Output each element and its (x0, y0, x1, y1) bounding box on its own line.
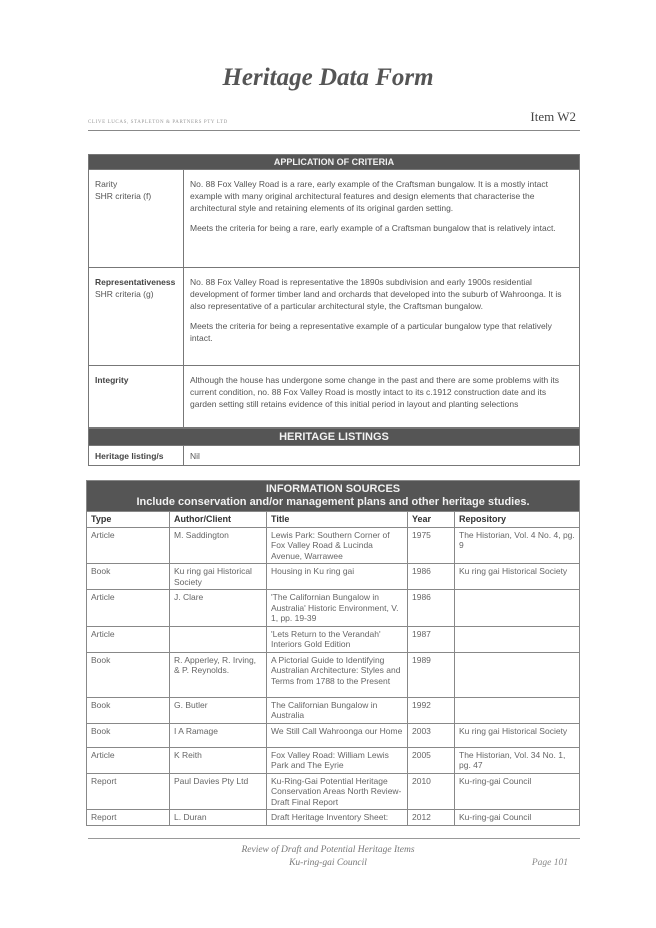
cell-repository (455, 652, 580, 697)
criteria-row-representativeness (89, 268, 580, 366)
column-header-repository: Repository (455, 512, 580, 528)
criteria-label: Representativeness (95, 277, 176, 287)
cell-author: K Reith (170, 747, 267, 773)
criteria-label-cell (89, 366, 184, 428)
listings-heading: HERITAGE LISTINGS (89, 429, 580, 446)
listings-table (88, 428, 580, 466)
footer-divider (88, 838, 580, 839)
sources-table (86, 480, 580, 826)
criteria-sublabel: SHR criteria (f) (95, 191, 152, 201)
page-number: Page 101 (531, 858, 568, 868)
column-header-author: Author/Client (170, 512, 267, 528)
cell-title: Housing in Ku ring gai (267, 564, 408, 590)
cell-year: 1989 (408, 652, 455, 697)
listings-label: Heritage listing/s (89, 446, 184, 466)
cell-title: Draft Heritage Inventory Sheet: (267, 810, 408, 826)
criteria-sublabel: SHR criteria (g) (95, 289, 154, 299)
page-title: Heritage Data Form (222, 64, 434, 91)
column-header-title: Title (267, 512, 408, 528)
table-row (87, 747, 580, 773)
criteria-text-cell (184, 366, 580, 428)
sources-heading-title: INFORMATION SOURCES (265, 483, 401, 495)
criteria-statement: No. 88 Fox Valley Road is a rare, early example of the Craftsman bungalow. It is a mostly intact example with many original architectural features and design elements that characterise the architectural style and retaining elements of its original garden setting. (190, 179, 548, 213)
cell-title: We Still Call Wahroonga our Home (267, 723, 408, 747)
table-row (87, 626, 580, 652)
criteria-conclusion: Meets the criteria for being a rare, early example of a Craftsman bungalow that is relatively intact. (190, 223, 556, 233)
cell-year: 2005 (408, 747, 455, 773)
table-row (87, 590, 580, 627)
cell-title: 'The Californian Bungalow in Australia' Historic Environment, V. 1, pp. 19-39 (267, 590, 408, 627)
firm-name: CLIVE LUCAS, STAPLETON & PARTNERS PTY LTD (88, 120, 228, 125)
cell-author: I A Ramage (170, 723, 267, 747)
cell-author: G. Butler (170, 697, 267, 723)
cell-year: 1992 (408, 697, 455, 723)
column-header-year: Year (408, 512, 455, 528)
cell-type: Report (87, 773, 170, 810)
cell-year: 1986 (408, 564, 455, 590)
cell-type: Article (87, 747, 170, 773)
cell-author: J. Clare (170, 590, 267, 627)
criteria-text-cell (184, 268, 580, 366)
criteria-header-row (89, 155, 580, 170)
cell-year: 1987 (408, 626, 455, 652)
cell-title: 'Lets Return to the Verandah' Interiors Gold Edition (267, 626, 408, 652)
sources-heading (87, 481, 580, 512)
listings-row (89, 446, 580, 466)
criteria-label-cell (89, 268, 184, 366)
cell-repository: Ku-ring-gai Council (455, 773, 580, 810)
cell-type: Article (87, 590, 170, 627)
cell-type: Book (87, 652, 170, 697)
cell-author: L. Duran (170, 810, 267, 826)
column-header-type: Type (87, 512, 170, 528)
cell-repository: Ku ring gai Historical Society (455, 723, 580, 747)
criteria-statement: Although the house has undergone some change in the past and there are some problems with its current condition, no. 88 Fox Valley Road is mostly intact to its c.1912 construction date and its garden setting still retains evidence of this initial period in layout and planting selections (190, 375, 560, 409)
cell-year: 2003 (408, 723, 455, 747)
criteria-table (88, 154, 580, 428)
cell-title: Fox Valley Road: William Lewis Park and The Eyrie (267, 747, 408, 773)
sources-header-row (87, 481, 580, 512)
header-divider (88, 130, 580, 131)
cell-repository: Ku ring gai Historical Society (455, 564, 580, 590)
listings-header-row (89, 429, 580, 446)
cell-repository (455, 590, 580, 627)
sources-column-headers (87, 512, 580, 528)
cell-type: Article (87, 527, 170, 564)
criteria-conclusion: Meets the criteria for being a representative example of a particular bungalow type that relatively intact. (190, 321, 552, 343)
footer-document-title: Review of Draft and Potential Heritage Items (241, 845, 415, 855)
cell-author: M. Saddington (170, 527, 267, 564)
cell-type: Book (87, 723, 170, 747)
cell-year: 2010 (408, 773, 455, 810)
cell-repository (455, 697, 580, 723)
criteria-label-cell (89, 170, 184, 268)
criteria-text-cell (184, 170, 580, 268)
table-row (87, 810, 580, 826)
table-row (87, 773, 580, 810)
criteria-heading: APPLICATION OF CRITERIA (89, 155, 580, 170)
table-row (87, 697, 580, 723)
cell-title: Lewis Park: Southern Corner of Fox Valley Road & Lucinda Avenue, Warrawee (267, 527, 408, 564)
listings-value: Nil (184, 446, 580, 466)
cell-repository (455, 626, 580, 652)
table-row (87, 652, 580, 697)
criteria-row-integrity (89, 366, 580, 428)
table-row (87, 564, 580, 590)
cell-title: The Californian Bungalow in Australia (267, 697, 408, 723)
cell-year: 1986 (408, 590, 455, 627)
cell-type: Book (87, 697, 170, 723)
cell-type: Book (87, 564, 170, 590)
cell-year: 1975 (408, 527, 455, 564)
criteria-label: Integrity (95, 375, 129, 385)
footer-council: Ku-ring-gai Council (289, 858, 367, 868)
item-number: Item W2 (530, 109, 576, 124)
table-row (87, 527, 580, 564)
criteria-label: Rarity (95, 179, 118, 189)
cell-title: A Pictorial Guide to Identifying Australian Architecture: Styles and Terms from 1788 to the Present (267, 652, 408, 697)
cell-type: Article (87, 626, 170, 652)
criteria-row-rarity (89, 170, 580, 268)
cell-repository: The Historian, Vol. 34 No. 1, pg. 47 (455, 747, 580, 773)
cell-repository: Ku-ring-gai Council (455, 810, 580, 826)
cell-author (170, 626, 267, 652)
sources-heading-subtitle: Include conservation and/or management plans and other heritage studies. (136, 496, 530, 508)
cell-title: Ku-Ring-Gai Potential Heritage Conservation Areas North Review- Draft Final Report (267, 773, 408, 810)
cell-author: Paul Davies Pty Ltd (170, 773, 267, 810)
cell-repository: The Historian, Vol. 4 No. 4, pg. 9 (455, 527, 580, 564)
cell-author: Ku ring gai Historical Society (170, 564, 267, 590)
criteria-statement: No. 88 Fox Valley Road is representative the 1890s subdivision and early 1900s residential development of former timber land and orchards that developed into the suburb of Wahroonga. It is also representative of a particular architectural style, the Craftsman bungalow. (190, 277, 562, 311)
table-row (87, 723, 580, 747)
cell-year: 2012 (408, 810, 455, 826)
cell-type: Report (87, 810, 170, 826)
cell-author: R. Apperley, R. Irving, & P. Reynolds. (170, 652, 267, 697)
